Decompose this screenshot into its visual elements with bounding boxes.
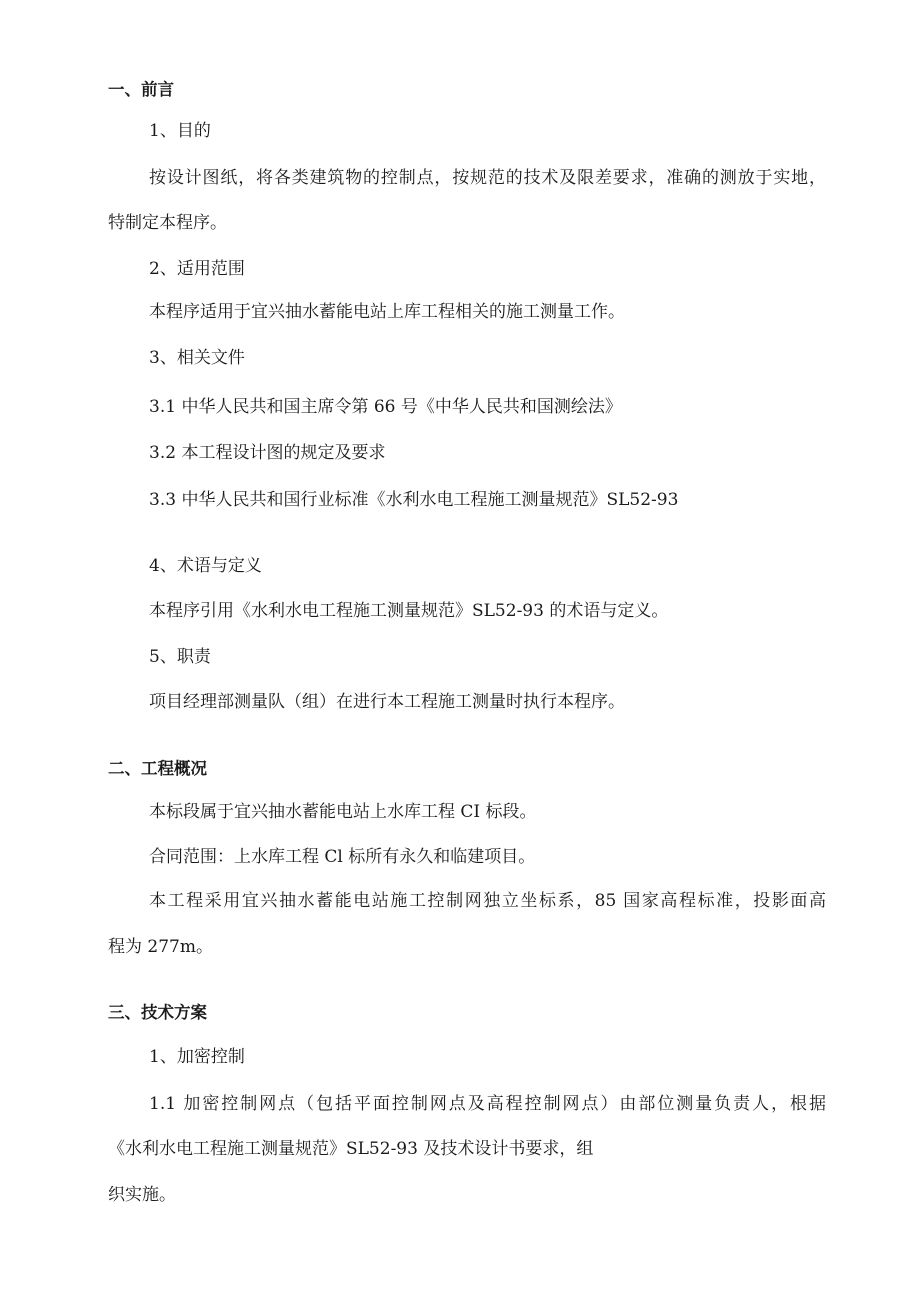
subheading-scope: 2、适用范围 <box>149 259 245 279</box>
paragraph-line: 1.1 加密控制网点（包括平面控制网点及高程控制网点）由部位测量负责人，根据 <box>149 1094 826 1114</box>
subheading-densification-control: 1、加密控制 <box>149 1047 245 1067</box>
paragraph-line: 按设计图纸，将各类建筑物的控制点，按规范的技术及限差要求，准确的测放于实地， <box>149 168 826 188</box>
paragraph-line: 本标段属于宜兴抽水蓄能电站上水库工程 CI 标段。 <box>149 802 537 822</box>
paragraph-line: 项目经理部测量队（组）在进行本工程施工测量时执行本程序。 <box>149 692 625 712</box>
list-item: 3.3 中华人民共和国行业标准《水利水电工程施工测量规范》SL52-93 <box>149 490 679 510</box>
section-heading-technical-plan: 三、技术方案 <box>108 1003 207 1022</box>
list-item: 3.1 中华人民共和国主席令第 66 号《中华人民共和国测绘法》 <box>149 397 622 417</box>
section-heading-preface: 一、前言 <box>108 80 174 99</box>
paragraph-line: 程为 277m。 <box>108 937 213 957</box>
subheading-purpose: 1、目的 <box>149 121 211 141</box>
paragraph-line: 特制定本程序。 <box>108 213 227 233</box>
section-heading-project-overview: 二、工程概况 <box>108 759 207 778</box>
paragraph-line: 本工程采用宜兴抽水蓄能电站施工控制网独立坐标系，85 国家高程标准，投影面高 <box>149 891 826 911</box>
paragraph-line: 合同范围：上水库工程 Cl 标所有永久和临建项目。 <box>149 847 536 867</box>
paragraph-line: 织实施。 <box>108 1185 176 1205</box>
paragraph-line: 本程序引用《水利水电工程施工测量规范》SL52-93 的术语与定义。 <box>149 601 669 621</box>
subheading-related-documents: 3、相关文件 <box>149 348 245 368</box>
paragraph-line: 本程序适用于宜兴抽水蓄能电站上库工程相关的施工测量工作。 <box>149 302 625 322</box>
subheading-responsibility: 5、职责 <box>149 647 211 667</box>
list-item: 3.2 本工程设计图的规定及要求 <box>149 443 386 463</box>
paragraph-line: 《水利水电工程施工测量规范》SL52-93 及技术设计书要求，组 <box>108 1139 594 1159</box>
subheading-terms: 4、术语与定义 <box>149 556 262 576</box>
